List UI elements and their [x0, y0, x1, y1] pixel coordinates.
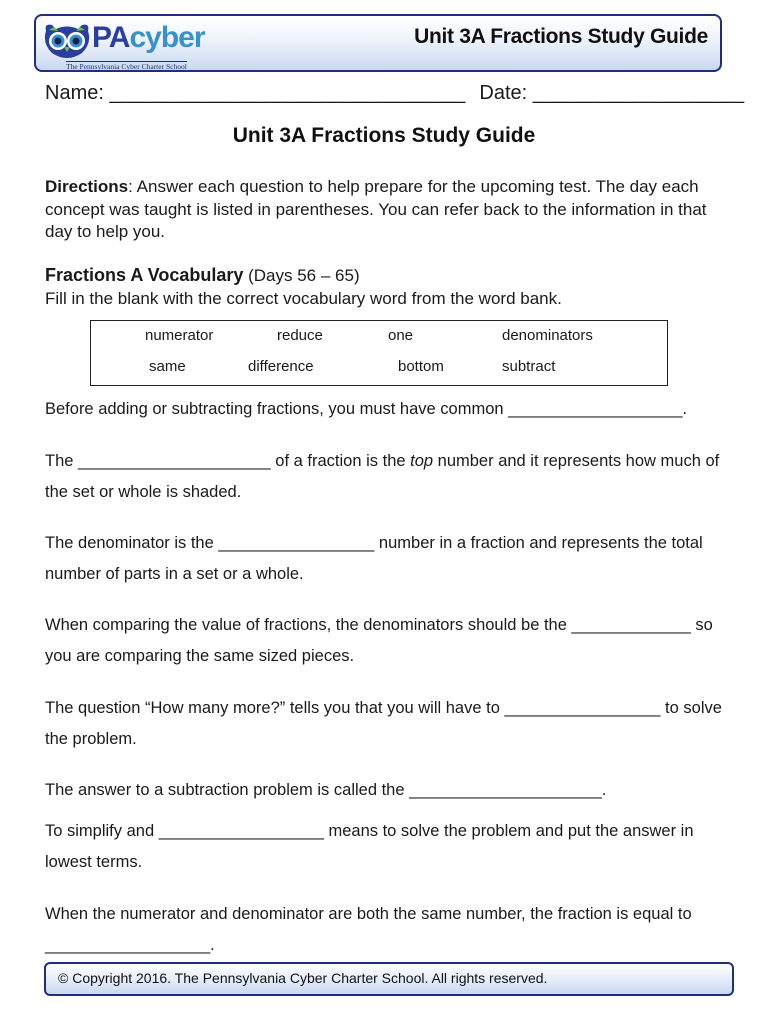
question-6: The answer to a subtraction problem is called the _____________________.: [45, 781, 607, 799]
word-bank-item: same: [149, 358, 186, 375]
question-4: When comparing the value of fractions, the denominators should be the _____________ so you are comparing the same sized pieces.: [45, 616, 713, 665]
directions-label: Directions: [45, 177, 129, 196]
question-2-end: number and it represents how much of the set or whole is shaded.: [45, 452, 720, 501]
copyright-text: © Copyright 2016. The Pennsylvania Cyber Charter School. All rights reserved.: [58, 970, 548, 986]
question-3: The denominator is the _________________ number in a fraction and represents the total number of parts in a set or a whole.: [45, 534, 703, 583]
pacyber-logo: [42, 19, 242, 69]
word-bank-item: denominators: [502, 327, 593, 344]
word-bank-item: subtract: [502, 358, 556, 375]
question-2-italic: top: [410, 452, 434, 470]
name-field: Name: ________________________________: [45, 82, 466, 104]
footer-banner: [44, 962, 734, 996]
owl-logo-icon: [42, 21, 92, 61]
directions-paragraph: [45, 176, 725, 244]
word-bank-item: one: [388, 327, 414, 344]
page-title: Unit 3A Fractions Study Guide: [232, 124, 536, 147]
name-date-row: [45, 82, 745, 105]
logo-tagline: The Pennsylvania Cyber Charter School: [66, 62, 187, 71]
section-instruction: Fill in the blank with the correct vocabulary word from the word bank.: [45, 289, 562, 308]
header-title: Unit 3A Fractions Study Guide: [414, 25, 708, 48]
question-5: The question “How many more?” tells you that you will have to _________________ to solve the problem.: [45, 699, 722, 748]
word-bank-item: numerator: [145, 327, 214, 344]
question-1: Before adding or subtracting fractions, you must have common ___________________.: [45, 400, 688, 418]
word-bank-item: difference: [248, 358, 314, 375]
section-days: (Days 56 – 65): [243, 266, 360, 285]
question-7: To simplify and __________________ means to solve the problem and put the answer in lowest terms.: [45, 822, 694, 871]
section-heading: [45, 265, 360, 286]
question-8: When the numerator and denominator are both the same number, the fraction is equal to __________________.: [45, 905, 692, 954]
section-title: Fractions A Vocabulary: [45, 265, 244, 285]
header-banner: [34, 14, 722, 72]
word-bank-item: reduce: [277, 327, 323, 344]
date-field: Date: ___________________: [479, 82, 745, 104]
logo-pa-text: PA: [92, 21, 130, 54]
question-2-start: The _____________________ of a fraction is the: [45, 452, 411, 470]
question-2: [45, 446, 735, 508]
directions-text: : Answer each question to help prepare for the upcoming test. The day each concept was taught is listed in parentheses. You can refer back to the information in that day to help you.: [45, 177, 707, 241]
word-bank: [90, 320, 668, 386]
word-bank-item: bottom: [398, 358, 444, 375]
logo-wordmark: [92, 20, 205, 56]
logo-cyber-text: cyber: [129, 21, 205, 54]
